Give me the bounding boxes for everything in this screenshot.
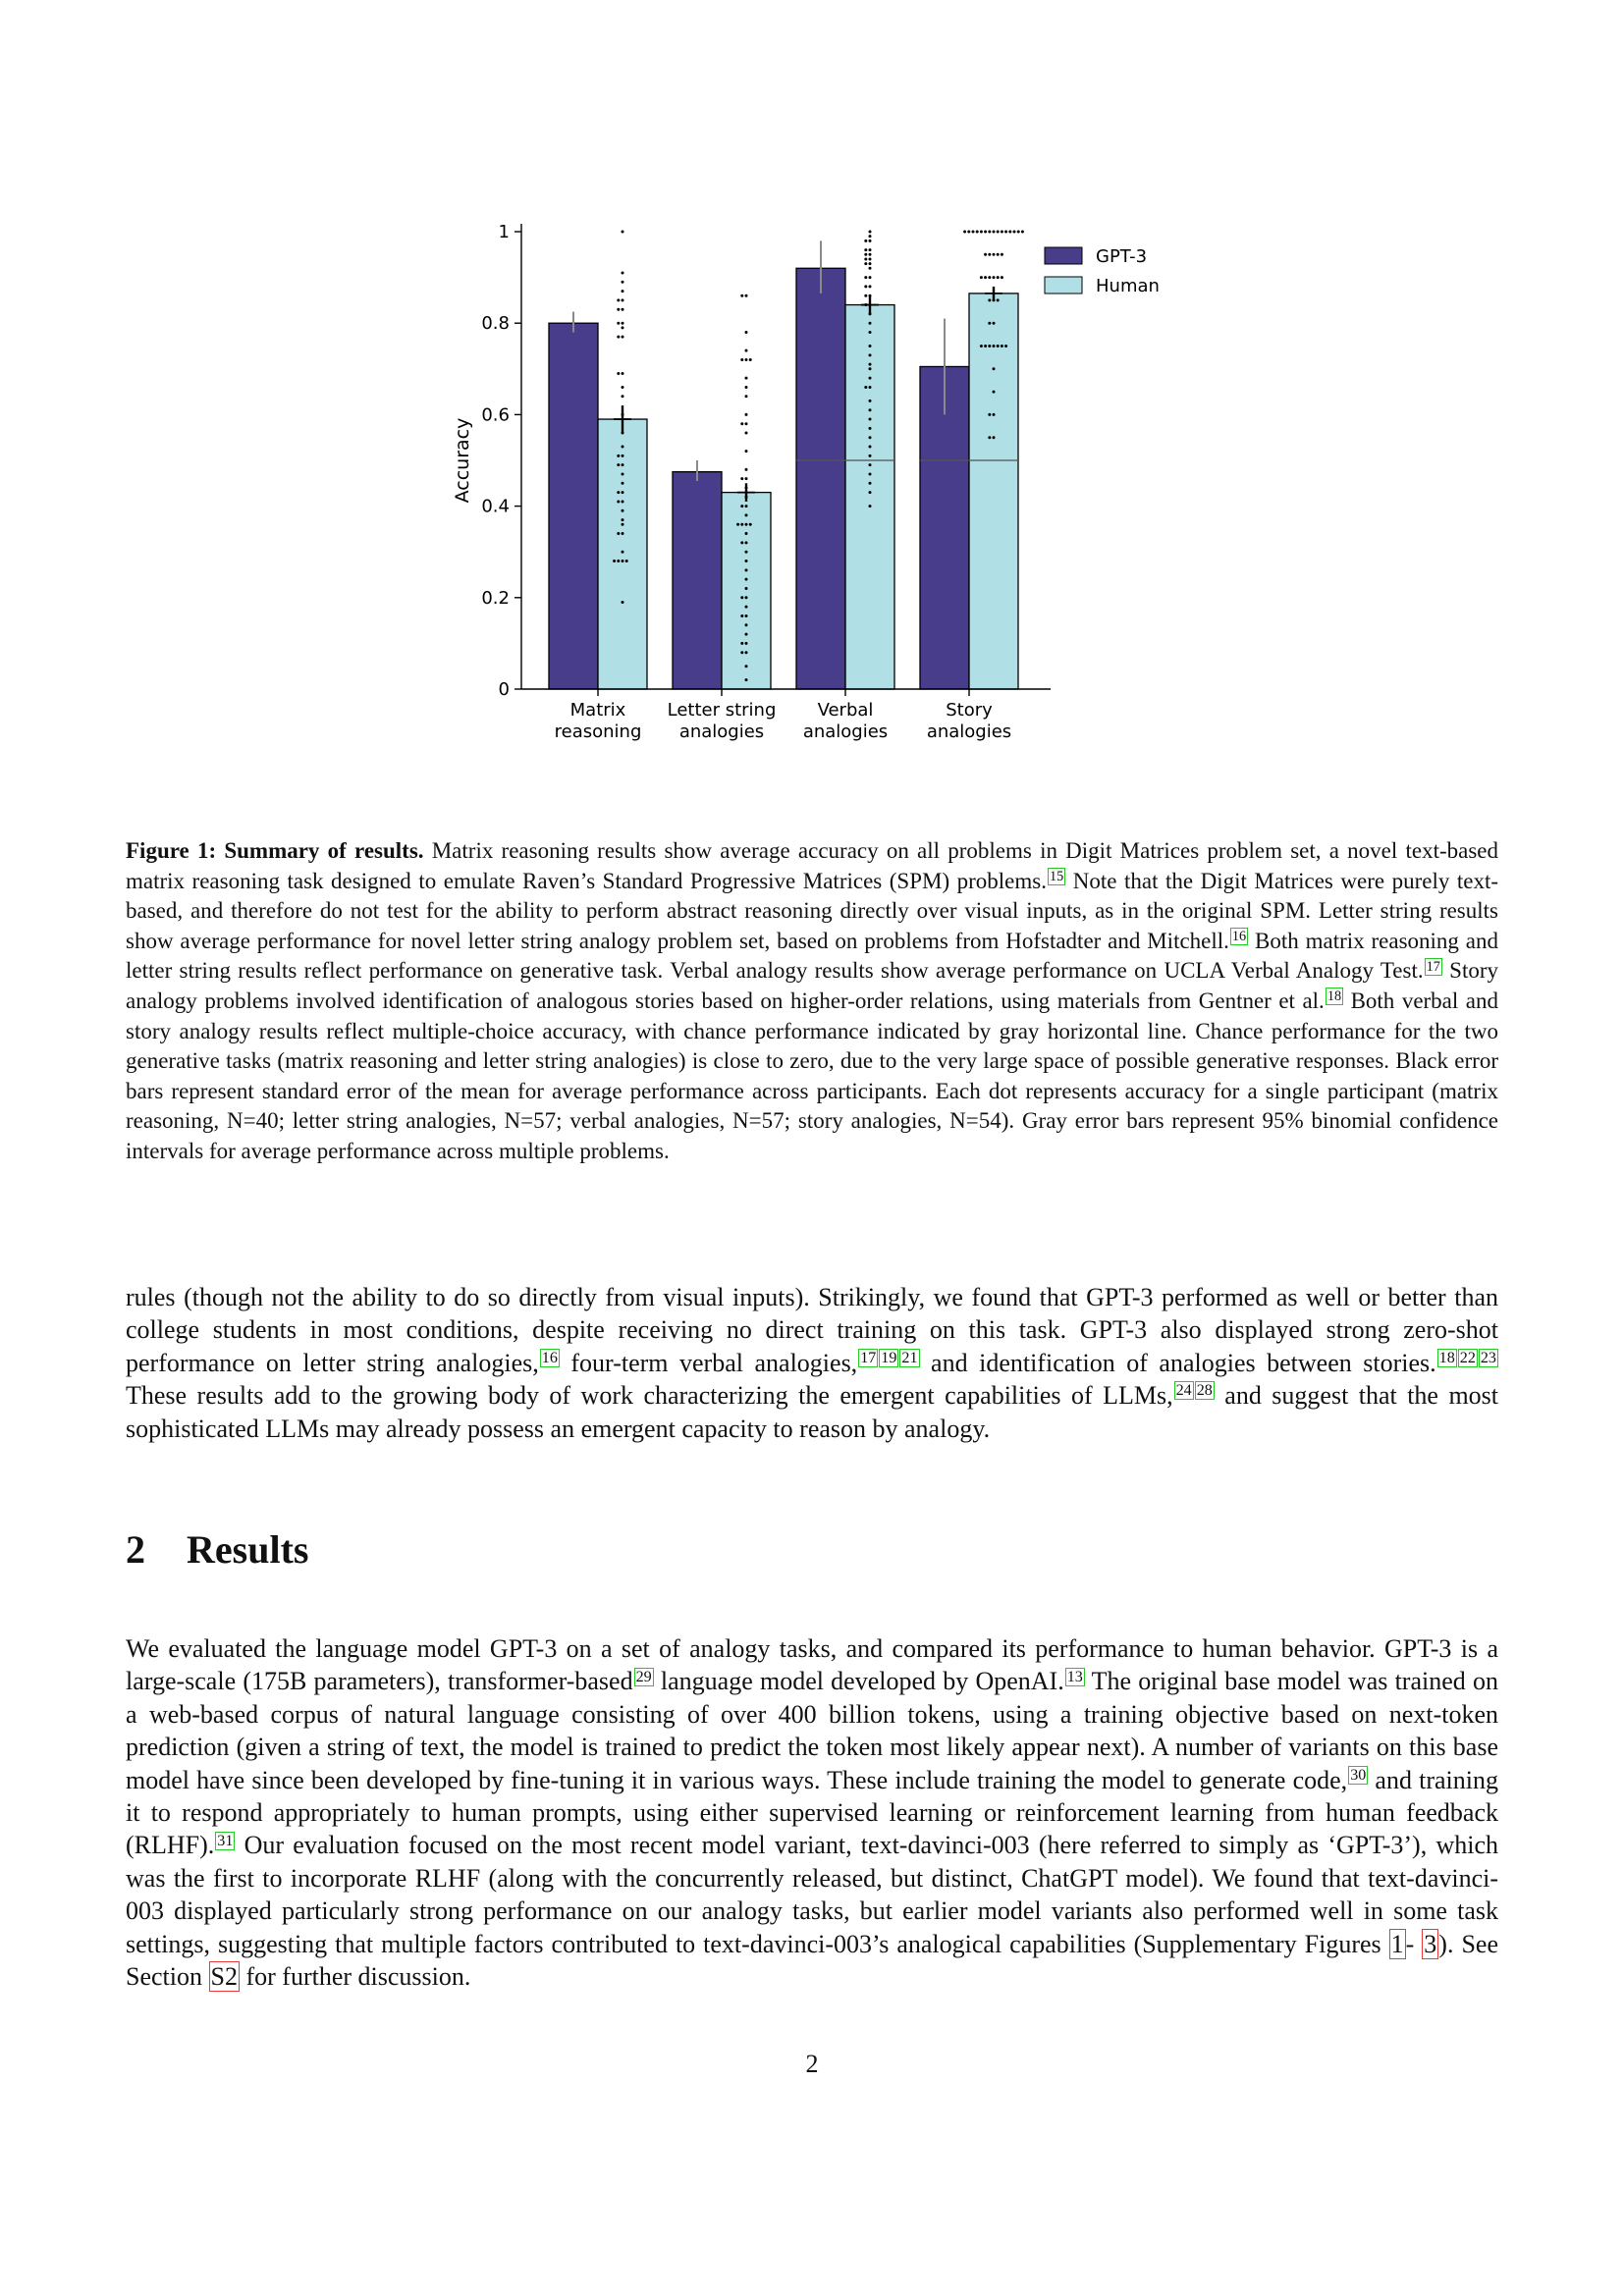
y-tick-label: 0.4 <box>481 496 510 517</box>
paragraph-text: The original base model was trained on a web-based corpus of natural language consisting of over 400 billion tokens, using a training objective based on next-token prediction (given a string of text, the model is trained to predict the token most likely appear next). A number of variants on this base model have since been developed by fine-tuning it in various ways. These include training the model to generate code, <box>126 1667 1498 1794</box>
results-figure <box>432 208 1188 758</box>
participant-dot <box>617 454 620 457</box>
participant-dot <box>869 285 872 288</box>
citation-link[interactable]: 17 <box>1426 958 1440 975</box>
participant-dot <box>745 578 748 581</box>
participant-dot <box>869 436 872 439</box>
x-tick-label: Letter string <box>667 700 777 721</box>
participant-dot <box>745 532 748 535</box>
participant-dot <box>745 633 748 636</box>
participant-dot <box>988 276 991 279</box>
participant-dot <box>993 322 996 325</box>
participant-dot <box>745 551 748 554</box>
participant-dot <box>745 614 748 617</box>
citation-link[interactable]: 30 <box>1350 1766 1367 1784</box>
participant-dot <box>988 413 991 416</box>
figure-caption <box>126 836 1498 1167</box>
citation-link[interactable]: 16 <box>541 1349 558 1366</box>
participant-dot <box>864 276 867 279</box>
participant-dot <box>967 231 970 234</box>
participant-dot <box>745 596 748 599</box>
participant-dot <box>617 298 620 301</box>
participant-dot <box>622 372 624 375</box>
participant-dot <box>869 353 872 356</box>
caption-text: Both matrix reasoning and letter string results reflect performance on generative task. Verbal analogy results show average performance on UCLA Verbal Analogy Test. <box>126 928 1498 984</box>
figure-ref-link[interactable]: 3 <box>1424 1929 1437 1958</box>
participant-dot <box>869 491 872 494</box>
participant-dot <box>869 427 872 430</box>
bar-gpt3 <box>549 323 598 689</box>
x-tick-label: Verbal <box>817 700 874 721</box>
x-tick-label: analogies <box>926 721 1012 742</box>
citation-link[interactable]: 21 <box>901 1349 918 1366</box>
bar-chart <box>432 208 1188 758</box>
paragraph-text: and training it to respond appropriately to human prompts, using either supervised learning or reinforcement learning from human feedback (RLHF). <box>126 1765 1498 1860</box>
participant-dot <box>622 446 624 449</box>
participant-dot <box>997 276 1000 279</box>
participant-dot <box>963 231 966 234</box>
participant-dot <box>745 651 748 654</box>
citation-link[interactable]: 22 <box>1459 1349 1476 1366</box>
participant-dot <box>745 678 748 681</box>
paragraph-text: - <box>1405 1929 1423 1958</box>
participant-dot <box>869 322 872 325</box>
y-tick-label: 1 <box>498 222 510 242</box>
paragraph-text: We evaluated the language model GPT-3 on a set of analogy tasks, and compared its performance to human behavior. GPT-3 is a large-scale (175B parameters), transformer-based <box>126 1634 1498 1696</box>
participant-dot <box>625 560 628 562</box>
section-title: Results <box>187 1527 309 1572</box>
participant-dot <box>740 541 743 544</box>
y-axis-label: Accuracy <box>452 417 473 504</box>
bar-human <box>845 305 894 689</box>
participant-dot <box>869 408 872 411</box>
intro-paragraph <box>126 1281 1498 1445</box>
participant-dot <box>740 422 743 425</box>
bar-human <box>598 419 647 689</box>
x-tick-label: Matrix <box>569 700 626 721</box>
participant-dot <box>869 363 872 366</box>
participant-dot <box>622 601 624 604</box>
participant-dot <box>864 386 867 389</box>
citation-link[interactable]: 18 <box>1326 988 1342 1005</box>
participant-dot <box>869 231 872 234</box>
participant-dot <box>740 651 743 654</box>
participant-dot <box>622 386 624 389</box>
participant-dot <box>864 253 867 256</box>
y-tick-label: 0 <box>498 679 510 700</box>
participant-dot <box>869 472 872 475</box>
participant-dot <box>869 505 872 507</box>
participant-dot <box>622 472 624 475</box>
participant-dot <box>740 505 743 507</box>
citation-link[interactable]: 13 <box>1066 1668 1083 1685</box>
y-tick-label: 0.2 <box>481 587 510 609</box>
participant-dot <box>740 523 743 526</box>
participant-dot <box>736 523 739 526</box>
participant-dot <box>864 248 867 251</box>
participant-dot <box>745 665 748 667</box>
participant-dot <box>622 271 624 274</box>
y-tick-label: 0.6 <box>481 404 510 426</box>
participant-dot <box>993 391 996 394</box>
participant-dot <box>745 477 748 480</box>
citation-link[interactable]: 15 <box>1049 868 1064 884</box>
participant-dot <box>617 491 620 494</box>
participant-dot <box>988 231 991 234</box>
participant-dot <box>617 322 620 325</box>
participant-dot <box>869 418 872 421</box>
participant-dot <box>745 413 748 416</box>
participant-dot <box>980 276 983 279</box>
participant-dot <box>617 532 620 535</box>
participant-dot <box>622 336 624 339</box>
participant-dot <box>622 454 624 457</box>
participant-dot <box>869 463 872 466</box>
citation-link[interactable]: 24 <box>1175 1382 1192 1400</box>
participant-dot <box>749 358 752 361</box>
participant-dot <box>984 276 987 279</box>
paragraph-text: These results add to the growing body of work characterizing the emergent capabilities of LLMs, <box>126 1381 1173 1411</box>
citation-link[interactable]: 16 <box>1231 928 1247 944</box>
citation-link[interactable]: 18 <box>1438 1349 1455 1366</box>
participant-dot <box>997 253 1000 256</box>
participant-dot <box>869 248 872 251</box>
participant-dot <box>1004 231 1007 234</box>
bar-human <box>722 493 771 689</box>
participant-dot <box>869 276 872 279</box>
bar-gpt3 <box>673 472 722 689</box>
participant-dot <box>622 395 624 398</box>
participant-dot <box>997 298 1000 301</box>
participant-dot <box>988 345 991 347</box>
participant-dot <box>997 231 1000 234</box>
participant-dot <box>869 240 872 242</box>
x-tick-label: reasoning <box>554 721 642 742</box>
participant-dot <box>869 367 872 370</box>
participant-dot <box>745 349 748 352</box>
participant-dot <box>864 285 867 288</box>
participant-dot <box>869 400 872 402</box>
participant-dot <box>869 235 872 238</box>
participant-dot <box>869 331 872 334</box>
participant-dot <box>622 509 624 512</box>
participant-dot <box>993 276 996 279</box>
participant-dot <box>745 450 748 453</box>
participant-dot <box>993 231 996 234</box>
paragraph-text: four-term verbal analogies, <box>559 1348 858 1377</box>
citation-link[interactable]: 19 <box>881 1349 897 1366</box>
participant-dot <box>869 262 872 265</box>
participant-dot <box>745 432 748 435</box>
participant-dot <box>745 623 748 626</box>
participant-dot <box>740 477 743 480</box>
caption-text: Story analogy problems involved identification of analogous stories based on higher-order relations, using materials from Gentner et al. <box>126 958 1498 1013</box>
participant-dot <box>622 308 624 311</box>
participant-dot <box>993 253 996 256</box>
paragraph-text: and identification of analogies between stories. <box>919 1348 1436 1377</box>
caption-text: Matrix reasoning results show average accuracy on all problems in Digit Matrices problem set, a novel text-based matrix reasoning task designed to emulate Raven’s Standard Progressive Matrices (SPM) problems. <box>126 838 1498 893</box>
participant-dot <box>745 422 748 425</box>
section-ref-link[interactable]: S2 <box>210 1962 238 1992</box>
y-tick-label: 0.8 <box>481 313 510 335</box>
bar-human <box>969 294 1018 689</box>
participant-dot <box>740 642 743 645</box>
participant-dot <box>869 377 872 380</box>
participant-dot <box>976 231 979 234</box>
paragraph-text: language model developed by OpenAI. <box>653 1667 1064 1696</box>
participant-dot <box>622 532 624 535</box>
citation-link[interactable]: 29 <box>635 1668 652 1685</box>
participant-dot <box>622 482 624 485</box>
participant-dot <box>745 377 748 380</box>
participant-dot <box>984 345 987 347</box>
bar-gpt3 <box>920 366 969 689</box>
participant-dot <box>617 560 620 562</box>
participant-dot <box>1001 231 1003 234</box>
legend-swatch <box>1045 277 1082 294</box>
paragraph-text: Our evaluation focused on the most recent model variant, text-davinci-003 (here referred to simply as ‘GPT-3’), which was the first to incorporate RLHF (along with the concurrently released, but distinct, ChatGPT model). We found that text-davinci-003 displayed particularly strong performance on our analogy tasks, but earlier model variants also performed well in some task settings, suggesting that multiple factors contributed to text-davinci-003’s analogical capabilities (Supplementary Figures <box>126 1831 1498 1958</box>
participant-dot <box>988 322 991 325</box>
participant-dot <box>745 568 748 571</box>
participant-dot <box>622 500 624 503</box>
participant-dot <box>622 523 624 526</box>
legend-swatch <box>1045 247 1082 264</box>
participant-dot <box>745 523 748 526</box>
participant-dot <box>745 642 748 645</box>
participant-dot <box>984 231 987 234</box>
participant-dot <box>745 541 748 544</box>
participant-dot <box>869 257 872 260</box>
paragraph-text: ). See Section <box>126 1929 1498 1992</box>
page-number: 2 <box>805 2050 819 2078</box>
participant-dot <box>745 386 748 389</box>
participant-dot <box>1013 231 1016 234</box>
participant-dot <box>745 358 748 361</box>
section-heading <box>126 1526 308 1573</box>
participant-dot <box>972 231 975 234</box>
participant-dot <box>617 500 620 503</box>
participant-dot <box>622 551 624 554</box>
participant-dot <box>993 345 996 347</box>
participant-dot <box>745 468 748 471</box>
participant-dot <box>617 336 620 339</box>
participant-dot <box>869 267 872 270</box>
participant-dot <box>984 253 987 256</box>
citation-link[interactable]: 17 <box>860 1349 877 1366</box>
participant-dot <box>869 386 872 389</box>
participant-dot <box>622 491 624 494</box>
participant-dot <box>745 294 748 297</box>
caption-label: Figure 1: Summary of results. <box>126 838 424 863</box>
participant-dot <box>869 446 872 449</box>
paragraph-text: for further discussion. <box>239 1962 471 1992</box>
participant-dot <box>1021 231 1024 234</box>
caption-text: Both verbal and story analogy results reflect multiple-choice accuracy, with chance performance indicated by gray horizontal line. Chance performance for the two generative tasks (matrix reasoning and letter string analogies) is close to zero, due to the very large space of possible generative responses. Black error bars represent standard error of the mean for average performance across participants. Each dot represents accuracy for a single participant (matrix reasoning, N=40; letter string analogies, N=57; verbal analogies, N=57; story analogies, N=54). Gray error bars represent 95% binomial confidence intervals for average performance across multiple problems. <box>126 988 1498 1163</box>
participant-dot <box>622 463 624 466</box>
x-tick-label: analogies <box>802 721 889 742</box>
participant-dot <box>864 262 867 265</box>
legend-label: Human <box>1096 276 1160 296</box>
section-number: 2 <box>126 1527 145 1572</box>
participant-dot <box>740 614 743 617</box>
participant-dot <box>622 231 624 234</box>
participant-dot <box>745 395 748 398</box>
participant-dot <box>993 367 996 370</box>
citation-link[interactable]: 31 <box>217 1832 234 1849</box>
participant-dot <box>864 257 867 260</box>
participant-dot <box>993 413 996 416</box>
x-tick-label: analogies <box>678 721 765 742</box>
participant-dot <box>988 436 991 439</box>
participant-dot <box>740 596 743 599</box>
participant-dot <box>617 463 620 466</box>
participant-dot <box>622 290 624 293</box>
caption-text: Note that the Digit Matrices were purely text-based, and therefore do not test for the ability to perform abstract reasoning directly over visual inputs, as in the original SPM. Letter string results show average performance for novel letter string analogy problem set, based on problems from Hofstadter and Mitchell. <box>126 868 1499 953</box>
participant-dot <box>864 294 867 297</box>
participant-dot <box>988 298 991 301</box>
citation-link[interactable]: 23 <box>1480 1349 1496 1366</box>
participant-dot <box>745 513 748 516</box>
participant-dot <box>1008 231 1011 234</box>
figure-ref-link[interactable]: 1 <box>1390 1929 1404 1958</box>
citation-link[interactable]: 28 <box>1196 1382 1213 1400</box>
participant-dot <box>749 523 752 526</box>
participant-dot <box>617 372 620 375</box>
participant-dot <box>740 294 743 297</box>
participant-dot <box>745 331 748 334</box>
participant-dot <box>622 298 624 301</box>
participant-dot <box>869 253 872 256</box>
participant-dot <box>988 253 991 256</box>
participant-dot <box>617 308 620 311</box>
participant-dot <box>1001 276 1003 279</box>
paragraph-text: rules (though not the ability to do so directly from visual inputs). Strikingly, we found that GPT-3 performed as well or better than college students in most conditions, despite receiving no direct training on this task. GPT-3 also displayed strong zero-shot performance on letter string analogies, <box>126 1283 1498 1377</box>
bar-gpt3 <box>796 268 845 689</box>
participant-dot <box>745 606 748 609</box>
participant-dot <box>869 345 872 347</box>
legend-label: GPT-3 <box>1096 246 1148 267</box>
participant-dot <box>740 358 743 361</box>
participant-dot <box>980 231 983 234</box>
participant-dot <box>622 281 624 284</box>
results-paragraph <box>126 1632 1498 1993</box>
participant-dot <box>1001 345 1003 347</box>
participant-dot <box>745 505 748 507</box>
participant-dot <box>1001 253 1003 256</box>
participant-dot <box>745 587 748 590</box>
participant-dot <box>993 436 996 439</box>
participant-dot <box>997 345 1000 347</box>
participant-dot <box>869 482 872 485</box>
participant-dot <box>613 560 616 562</box>
participant-dot <box>869 454 872 457</box>
participant-dot <box>1017 231 1020 234</box>
participant-dot <box>622 322 624 325</box>
participant-dot <box>622 560 624 562</box>
participant-dot <box>622 326 624 329</box>
participant-dot <box>980 345 983 347</box>
participant-dot <box>1004 345 1007 347</box>
x-tick-label: Story <box>946 700 993 721</box>
paragraph-text: and suggest that the most sophisticated LLMs may already possess an emergent capacity to reason by analogy. <box>126 1381 1499 1443</box>
participant-dot <box>622 518 624 521</box>
participant-dot <box>864 240 867 242</box>
participant-dot <box>745 560 748 562</box>
